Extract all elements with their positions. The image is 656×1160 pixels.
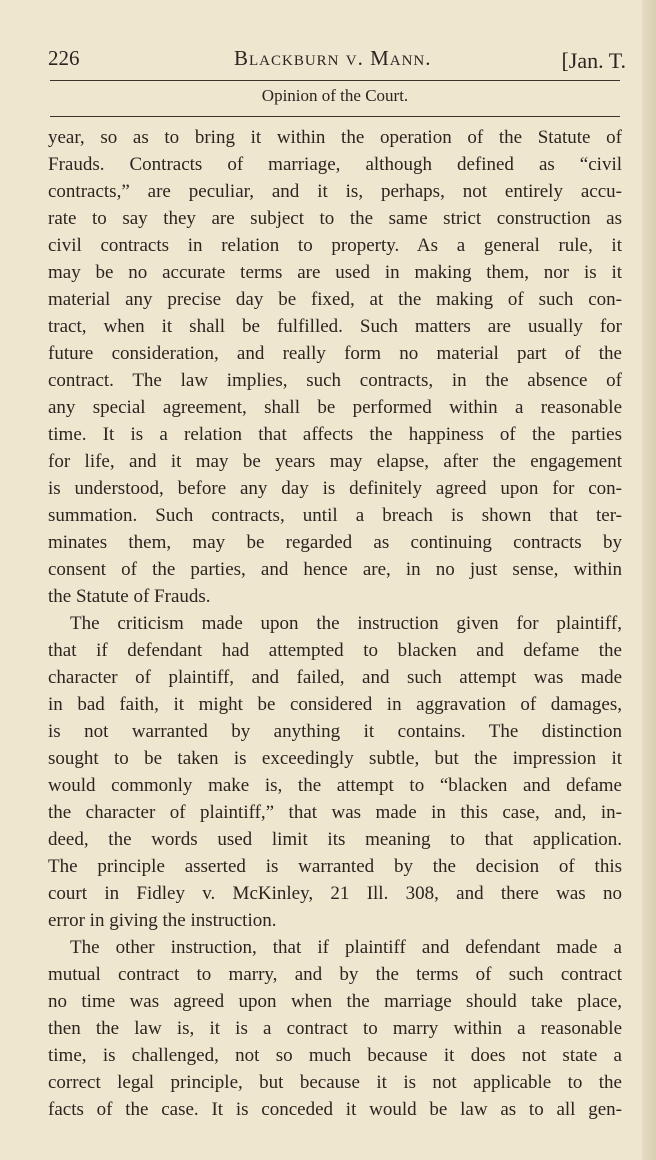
- body-line: error in giving the instruction.: [48, 910, 277, 931]
- opinion-subheading: Opinion of the Court.: [261, 86, 409, 105]
- running-head: [46, 42, 626, 76]
- body-line: The criticism made upon the instruction given for plaintiff,: [70, 613, 622, 634]
- body-line: minates them, may be regarded as continuing contracts by: [48, 532, 622, 553]
- body-line: year, so as to bring it within the operation of the Statute of: [48, 127, 622, 148]
- body-line: Frauds. Contracts of marriage, although defined as “civil: [48, 154, 622, 175]
- body-line: character of plaintiff, and failed, and such attempt was made: [48, 667, 622, 688]
- header-rule-bottom: [50, 116, 620, 117]
- body-line: the Statute of Frauds.: [48, 586, 211, 607]
- page-edge: [642, 0, 656, 1160]
- body-line: civil contracts in relation to property. As a general rule, it: [48, 235, 622, 256]
- body-line: any special agreement, shall be performed within a reasonable: [48, 397, 622, 418]
- body-line: in bad faith, it might be considered in aggravation of damages,: [48, 694, 622, 715]
- body-line: is not warranted by anything it contains. The distinction: [48, 721, 622, 742]
- page-number: 226: [48, 46, 80, 70]
- body-line: facts of the case. It is conceded it would be law as to all gen-: [48, 1099, 622, 1120]
- case-title: Blackburn v. Mann.: [234, 46, 432, 70]
- body-line: rate to say they are subject to the same strict construction as: [48, 208, 622, 229]
- body-line: is understood, before any day is definitely agreed upon for con-: [48, 478, 622, 499]
- body-line: contracts,” are peculiar, and it is, perhaps, not entirely accu-: [48, 181, 622, 202]
- opinion-body: [48, 124, 622, 1123]
- body-line: would commonly make is, the attempt to “blacken and defame: [48, 775, 622, 796]
- body-line: material any precise day be fixed, at the making of such con-: [48, 289, 622, 310]
- body-line: The other instruction, that if plaintiff and defendant made a: [70, 937, 622, 958]
- body-line: sought to be taken is exceedingly subtle, but the impression it: [48, 748, 622, 769]
- term-label: [Jan. T.: [561, 48, 626, 73]
- body-line: contract. The law implies, such contracts, in the absence of: [48, 370, 622, 391]
- body-line: then the law is, it is a contract to marry within a reasonable: [48, 1018, 622, 1039]
- body-line: may be no accurate terms are used in making them, nor is it: [48, 262, 622, 283]
- body-line: deed, the words used limit its meaning to that application.: [48, 829, 622, 850]
- body-line: mutual contract to marry, and by the terms of such contract: [48, 964, 622, 985]
- body-line: time. It is a relation that affects the happiness of the parties: [48, 424, 622, 445]
- body-line: for life, and it may be years may elapse, after the engagement: [48, 451, 622, 472]
- body-line: future consideration, and really form no material part of the: [48, 343, 622, 364]
- body-line: tract, when it shall be fulfilled. Such matters are usually for: [48, 316, 622, 337]
- body-line: the character of plaintiff,” that was made in this case, and, in-: [48, 802, 622, 823]
- body-line: court in Fidley v. McKinley, 21 Ill. 308, and there was no: [48, 883, 622, 904]
- body-line: The principle asserted is warranted by the decision of this: [48, 856, 622, 877]
- body-line: time, is challenged, not so much because it does not state a: [48, 1045, 622, 1066]
- body-line: consent of the parties, and hence are, in no just sense, within: [48, 559, 622, 580]
- body-line: no time was agreed upon when the marriage should take place,: [48, 991, 622, 1012]
- body-line: correct legal principle, but because it is not applicable to the: [48, 1072, 622, 1093]
- body-line: that if defendant had attempted to blacken and defame the: [48, 640, 622, 661]
- body-line: summation. Such contracts, until a breach is shown that ter-: [48, 505, 622, 526]
- header-rule-top: [50, 80, 620, 81]
